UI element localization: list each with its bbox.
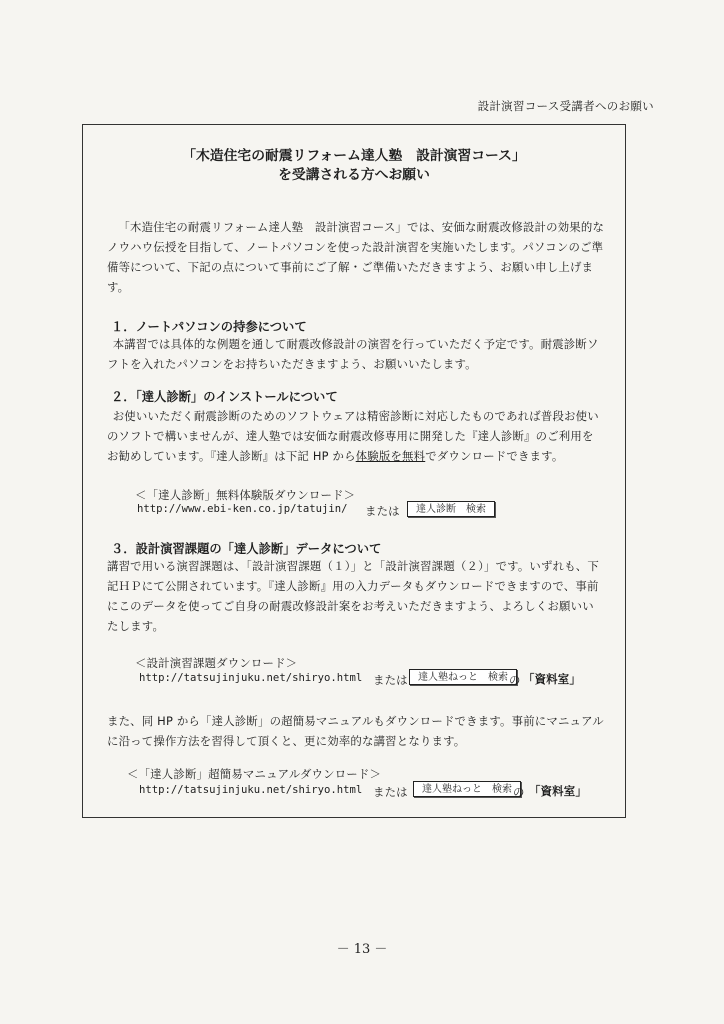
section-2-body-text: お使いいただく耐震診断のためのソフトウェアは精密診断に対応したものであれば普段お使いのソフトで構いませんが、達人塾では安価な耐震改修専用に開発した『達人診断』のご利用をお勧めしています。『達人診断』は下記 HP から [107, 409, 599, 463]
intro-paragraph: 「木造住宅の耐震リフォーム達人塾 設計演習コース」では、安価な耐震改修設計の効果的なノウハウ伝授を目指して、ノートパソコンを使った設計演習を実施いたします。パソコンのご準備等について、下記の点について事前にご了解・ご準備いただきますよう、お願い申し上げます。 [107, 220, 605, 294]
section-1-body: 本講習では具体的な例題を通して耐震改修設計の演習を行っていただく予定です。耐震診断ソフトを入れたパソコンをお持ちいただきますよう、お願いいたします。 [107, 337, 599, 371]
trial-download-label: ＜「達人診断」無料体験版ダウンロード＞ [135, 488, 356, 502]
section-2-heading: ２．「達人診断」のインストールについて [111, 390, 338, 404]
exercise-download-url[interactable]: http://tatsujinjuku.net/shiryo.html [139, 672, 363, 684]
or-text: または [373, 673, 408, 687]
section-3-body: 講習で用いる演習課題は、「設計演習課題（１）」と「設計演習課題（２）」です。いずれも、下記ＨＰにて公開されています。『達人診断』用の入力データもダウンロードできますので、事前にこのデータを使ってご自身の耐震改修設計案をお考えいただきますよう、よろしくお願いいたします。 [107, 559, 599, 633]
no-particle: の [509, 673, 521, 687]
trial-free-link-text: 体験版を無料 [355, 449, 426, 463]
search-box-tatsujin-shindan[interactable]: 達人診断 検索 [407, 501, 495, 517]
notice-frame [82, 124, 626, 818]
shiryo-room-text: 「資料室」 [529, 784, 587, 798]
search-box-tatsujinjuku-net[interactable]: 達人塾ねっと 検索 [413, 781, 521, 797]
title-line-1: 「木造住宅の耐震リフォーム達人塾 設計演習コース」 [182, 148, 526, 164]
or-text: または [373, 785, 408, 799]
page-number: － 13 － [336, 942, 388, 957]
or-text: または [365, 504, 400, 518]
section-2-body [107, 406, 605, 466]
shiryo-room-text: 「資料室」 [523, 672, 581, 686]
manual-download-url[interactable]: http://tatsujinjuku.net/shiryo.html [139, 784, 363, 796]
section-3-heading: ３．設計演習課題の「達人診断」データについて [111, 542, 382, 556]
title-line-2: を受講される方へお願い [278, 167, 430, 183]
manual-download-label: ＜「達人診断」超簡易マニュアルダウンロード＞ [127, 767, 382, 781]
section-2-body-tail: でダウンロードできます。 [425, 449, 564, 463]
notice-title [83, 147, 625, 185]
exercise-download-label: ＜設計演習課題ダウンロード＞ [135, 656, 298, 670]
trial-download-url[interactable]: http://www.ebi-ken.co.jp/tatujin/ [137, 503, 348, 515]
section-1-heading: １．ノートパソコンの持参について [111, 320, 307, 334]
search-box-tatsujinjuku-net[interactable]: 達人塾ねっと 検索 [409, 669, 517, 685]
header-note: 設計演習コース受講者へのお願い [477, 99, 654, 113]
no-particle: の [513, 785, 525, 799]
manual-paragraph: また、同 HP から「達人診断」の超簡易マニュアルもダウンロードできます。事前にマニュアルに沿って操作方法を習得して頂くと、更に効率的な講習となります。 [107, 714, 604, 748]
